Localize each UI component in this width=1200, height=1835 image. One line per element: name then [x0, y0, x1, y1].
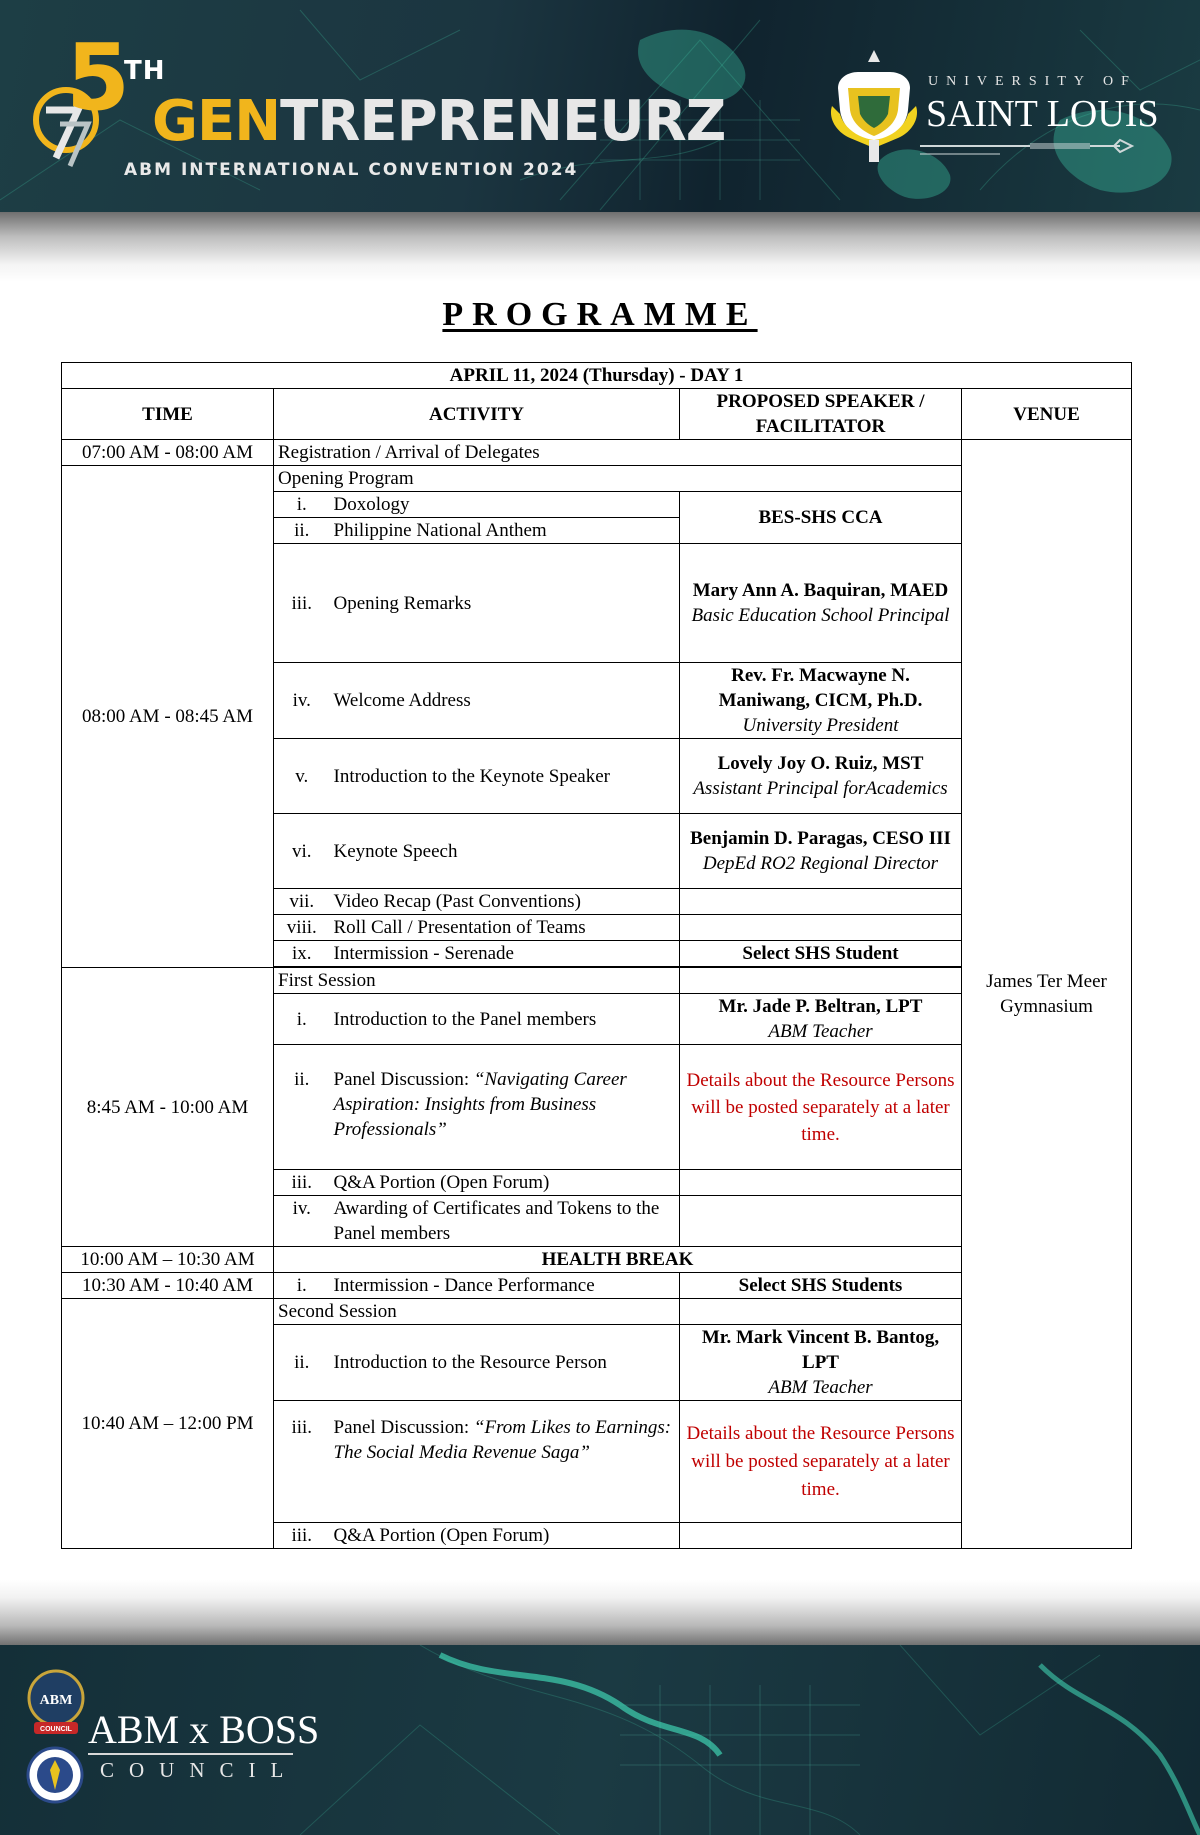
- day-heading: APRIL 11, 2024 (Thursday) - DAY 1: [62, 363, 1132, 389]
- university-name: SAINT LOUIS: [926, 93, 1159, 135]
- speaker-cell-empty: [680, 968, 962, 994]
- item-number: iv.: [274, 663, 330, 739]
- speaker-role: ABM Teacher: [768, 1021, 873, 1042]
- item-number: iii.: [274, 1401, 330, 1523]
- speaker-cell-empty: [680, 915, 962, 941]
- saint-louis-logo: [820, 42, 1159, 172]
- logo-rest: TREPRENEURZ: [280, 89, 726, 154]
- speaker-role: ABM Teacher: [768, 1377, 873, 1398]
- abm-council-badge-icon: [26, 1668, 86, 1738]
- logo-th: TH: [124, 56, 166, 86]
- logo-subtitle: ABM INTERNATIONAL CONVENTION 2024: [124, 160, 579, 180]
- activity-cell: Intermission - Dance Performance: [330, 1273, 680, 1299]
- activity-cell: Q&A Portion (Open Forum): [330, 1170, 680, 1196]
- day-heading-row: [62, 363, 1132, 389]
- speaker-name: Benjamin D. Paragas, CESO III: [690, 828, 951, 849]
- activity-cell: Awarding of Certificates and Tokens to the Panel members: [330, 1196, 680, 1247]
- speaker-cell: BES-SHS CCA: [680, 492, 962, 544]
- activity-cell: Q&A Portion (Open Forum): [330, 1523, 680, 1549]
- activity-cell: Introduction to the Resource Person: [330, 1325, 680, 1401]
- activity-topic: “From Likes to Earnings: The Social Media Revenue Saga”: [333, 1417, 672, 1463]
- activity-cell: Introduction to the Keynote Speaker: [330, 739, 680, 814]
- table-header-row: [62, 389, 1132, 440]
- activity-cell: Intermission - Serenade: [330, 941, 680, 967]
- table-row: [62, 440, 1132, 466]
- section-title: Opening Program: [274, 466, 962, 492]
- section-title: First Session: [274, 968, 680, 994]
- speaker-name: Mr. Jade P. Beltran, LPT: [718, 996, 923, 1017]
- speaker-role: Assistant Principal forAcademics: [693, 778, 948, 799]
- header-activity: ACTIVITY: [274, 389, 680, 440]
- item-number: i.: [274, 492, 330, 518]
- header-fade: [0, 212, 1200, 282]
- activity-cell: Keynote Speech: [330, 814, 680, 889]
- activity-cell: Video Recap (Past Conventions): [330, 889, 680, 915]
- header-time: TIME: [62, 389, 274, 440]
- speaker-cell: [680, 1325, 962, 1401]
- speaker-cell: [680, 544, 962, 663]
- footer-divider: [88, 1753, 293, 1755]
- header-banner: [0, 0, 1200, 220]
- time-cell: 8:45 AM - 10:00 AM: [62, 968, 274, 1247]
- speaker-name: Mr. Mark Vincent B. Bantog, LPT: [701, 1327, 940, 1373]
- footer-fade: [0, 1580, 1200, 1650]
- time-cell: 08:00 AM - 08:45 AM: [62, 466, 274, 968]
- venue-cell: James Ter Meer Gymnasium: [962, 440, 1132, 1549]
- council-label: COUNCIL: [100, 1758, 299, 1782]
- panel-note: Details about the Resource Persons will be posted separately at a later time.: [680, 1401, 962, 1523]
- item-number: iv.: [274, 1196, 330, 1247]
- activity-cell: Registration / Arrival of Delegates: [274, 440, 962, 466]
- activity-prefix: Panel Discussion:: [333, 1069, 474, 1090]
- item-number: v.: [274, 739, 330, 814]
- logo-wordmark: [152, 89, 726, 154]
- speaker-role: Basic Education School Principal: [691, 605, 950, 626]
- badge-caption: COUNCIL: [40, 1726, 72, 1733]
- badge-text: ABM: [39, 1693, 73, 1708]
- item-number: viii.: [274, 915, 330, 941]
- item-number: ii.: [274, 1045, 330, 1170]
- speaker-cell-empty: [680, 889, 962, 915]
- time-cell: 07:00 AM - 08:00 AM: [62, 440, 274, 466]
- item-number: ii.: [274, 1325, 330, 1401]
- activity-prefix: Panel Discussion:: [333, 1417, 474, 1438]
- logo-gen: GEN: [152, 89, 281, 154]
- item-number: i.: [274, 994, 330, 1045]
- activity-cell: [330, 1045, 680, 1170]
- time-cell: 10:40 AM – 12:00 PM: [62, 1299, 274, 1549]
- circuit-line-icon: [920, 138, 1140, 168]
- university-seal-icon: [828, 48, 920, 163]
- item-number: i.: [274, 1273, 330, 1299]
- activity-cell: Roll Call / Presentation of Teams: [330, 915, 680, 941]
- item-number: ix.: [274, 941, 330, 967]
- activity-cell: [330, 1401, 680, 1523]
- logo-five: 5: [66, 24, 131, 131]
- activity-cell: Welcome Address: [330, 663, 680, 739]
- speaker-cell: Select SHS Student: [680, 941, 962, 967]
- health-break-label: HEALTH BREAK: [274, 1247, 962, 1273]
- activity-cell: Philippine National Anthem: [330, 518, 680, 544]
- speaker-cell-empty: [680, 1170, 962, 1196]
- section-title: Second Session: [274, 1299, 680, 1325]
- speaker-name: Rev. Fr. Macwayne N. Maniwang, CICM, Ph.D.: [718, 665, 923, 711]
- item-number: iii.: [274, 1170, 330, 1196]
- item-number: vi.: [274, 814, 330, 889]
- activity-cell: Opening Remarks: [330, 544, 680, 663]
- speaker-cell-empty: [680, 1196, 962, 1247]
- programme-table: [61, 362, 1132, 1549]
- speaker-cell: [680, 663, 962, 739]
- boss-council-seal-icon: [26, 1746, 84, 1804]
- time-cell: 10:00 AM – 10:30 AM: [62, 1247, 274, 1273]
- speaker-cell: [680, 739, 962, 814]
- activity-cell: Introduction to the Panel members: [330, 994, 680, 1045]
- speaker-cell-empty: [680, 1523, 962, 1549]
- speaker-cell: Select SHS Students: [680, 1273, 962, 1299]
- item-number: iii.: [274, 1523, 330, 1549]
- gentrepreneurz-logo: [28, 18, 726, 180]
- speaker-role: DepEd RO2 Regional Director: [702, 853, 939, 874]
- speaker-cell: [680, 994, 962, 1045]
- activity-cell: Doxology: [330, 492, 680, 518]
- university-of-label: UNIVERSITY OF: [928, 74, 1137, 89]
- header-speaker: PROPOSED SPEAKER / FACILITATOR: [680, 389, 962, 440]
- panel-note: Details about the Resource Persons will be posted separately at a later time.: [680, 1045, 962, 1170]
- speaker-name: Mary Ann A. Baquiran, MAED: [692, 580, 949, 601]
- speaker-role: University President: [742, 715, 899, 736]
- speaker-cell: [680, 814, 962, 889]
- item-number: vii.: [274, 889, 330, 915]
- page-title: PROGRAMME: [442, 296, 758, 333]
- header-venue: VENUE: [962, 389, 1132, 440]
- activity-topic: “Navigating Career Aspiration: Insights from Business Professionals”: [333, 1069, 627, 1140]
- time-cell: 10:30 AM - 10:40 AM: [62, 1273, 274, 1299]
- speaker-name: Lovely Joy O. Ruiz, MST: [717, 753, 924, 774]
- item-number: ii.: [274, 518, 330, 544]
- speaker-cell-empty: [680, 1299, 962, 1325]
- abm-boss-label: ABM x BOSS: [88, 1707, 320, 1752]
- item-number: iii.: [274, 544, 330, 663]
